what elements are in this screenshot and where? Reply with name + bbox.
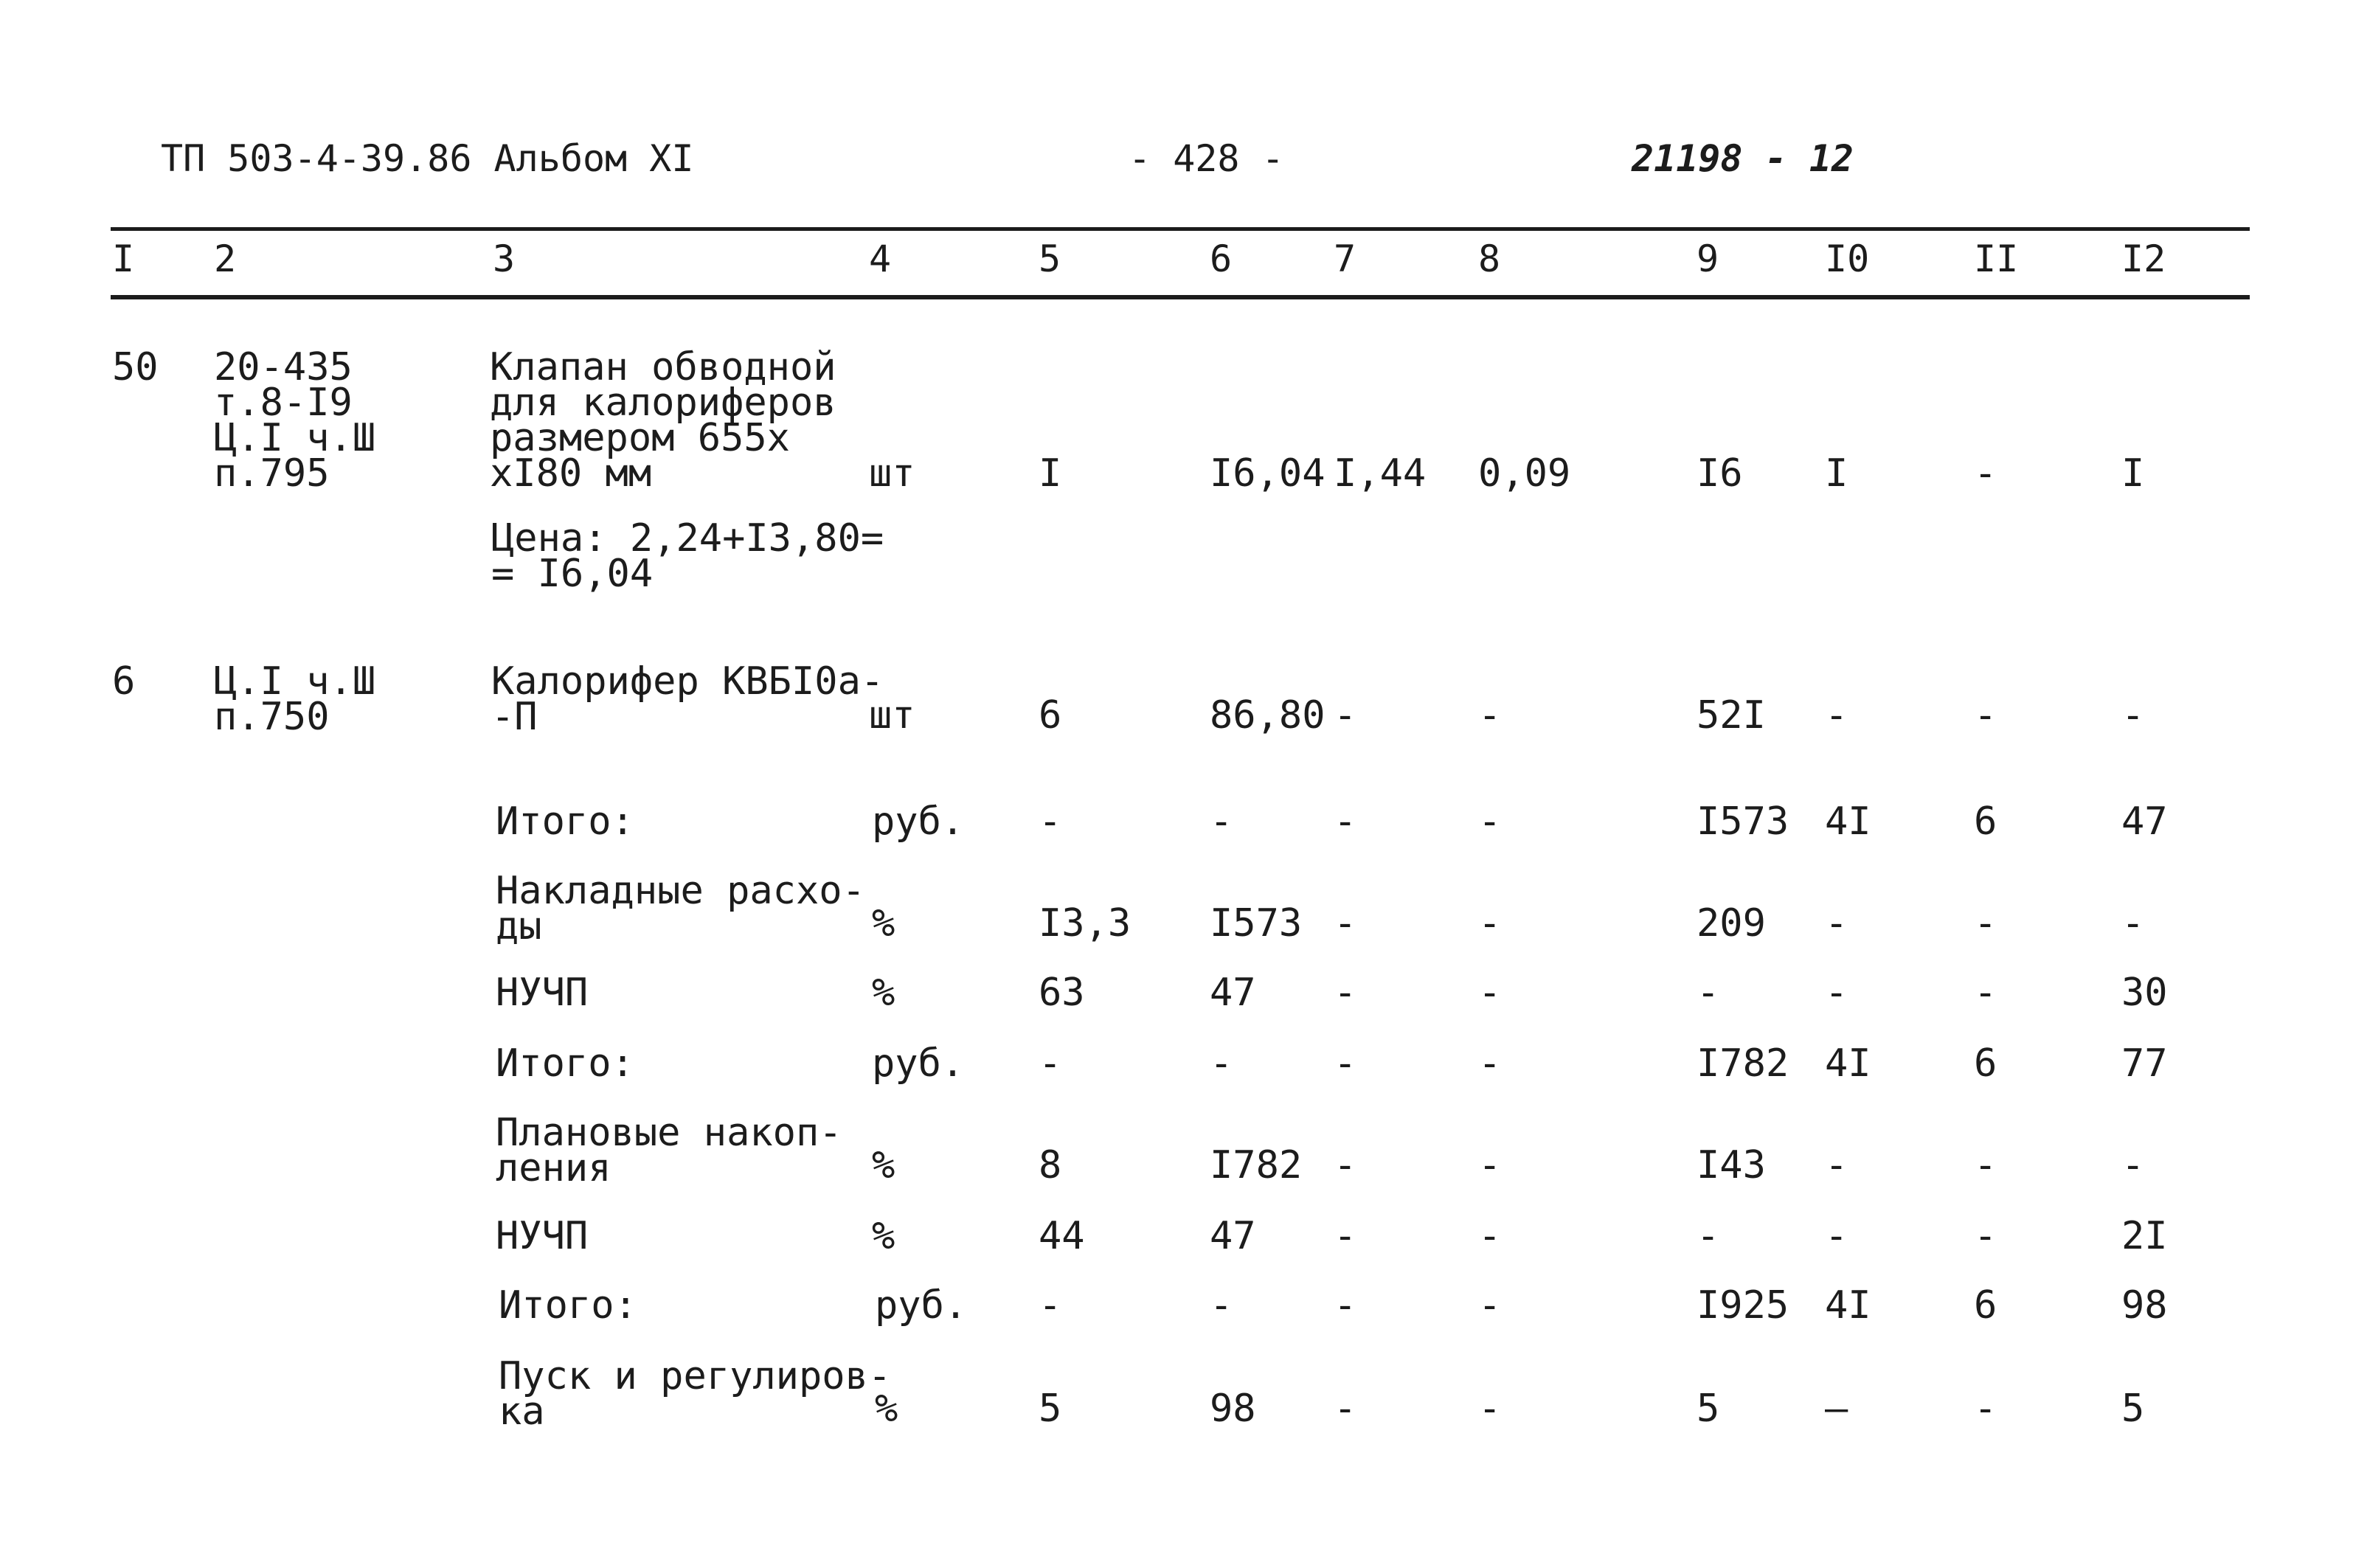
col9-value: 5 bbox=[1697, 1387, 1720, 1431]
col11-value: 6 bbox=[1974, 799, 1997, 844]
col5-value: 63 bbox=[1039, 971, 1085, 1015]
col12-value: 47 bbox=[2121, 799, 2168, 844]
unit: руб. bbox=[872, 1041, 965, 1086]
column-number: I2 bbox=[2121, 237, 2166, 280]
unit: % bbox=[872, 901, 895, 946]
col6-value: I6,04 bbox=[1210, 451, 1325, 496]
item-description: Клапан обводной для калориферов размером 655х хI80 мм bbox=[490, 345, 836, 496]
unit: шт bbox=[869, 451, 915, 496]
unit: руб. bbox=[875, 1283, 968, 1328]
table-header-rule bbox=[111, 295, 2250, 299]
col11-value: 6 bbox=[1974, 1041, 1997, 1086]
col10-value: 4I bbox=[1825, 1041, 1871, 1086]
col5-value: I3,3 bbox=[1039, 901, 1132, 946]
col8-value: - bbox=[1478, 1143, 1502, 1187]
price-note: Цена: 2,24+I3,80= = I6,04 bbox=[491, 516, 884, 596]
col7-value: - bbox=[1334, 971, 1357, 1015]
col9-value: I43 bbox=[1697, 1143, 1766, 1187]
col9-value: 209 bbox=[1697, 901, 1766, 946]
column-number: I bbox=[112, 237, 135, 280]
col9-value: I782 bbox=[1697, 1041, 1789, 1086]
col12-value: 77 bbox=[2121, 1041, 2168, 1086]
col12-value: 30 bbox=[2121, 971, 2168, 1015]
summary-label: Итого: bbox=[496, 799, 634, 844]
col5-value: - bbox=[1039, 799, 1062, 844]
col10-value: - bbox=[1825, 1214, 1848, 1258]
col10-value: — bbox=[1825, 1387, 1848, 1431]
col6-value: 86,80 bbox=[1210, 693, 1325, 738]
col8-value: - bbox=[1478, 1041, 1502, 1086]
col11-value: 6 bbox=[1974, 1283, 1997, 1328]
col6-value: - bbox=[1210, 1283, 1233, 1328]
col6-value: 47 bbox=[1210, 971, 1256, 1015]
summary-label: Итого: bbox=[499, 1283, 637, 1328]
col7-value: - bbox=[1334, 799, 1357, 844]
col11-value: - bbox=[1974, 1387, 1997, 1431]
col8-value: - bbox=[1478, 693, 1502, 738]
col6-value: I573 bbox=[1210, 901, 1303, 946]
col7-value: I,44 bbox=[1334, 451, 1427, 496]
col8-value: - bbox=[1478, 1214, 1502, 1258]
row-number: 50 bbox=[112, 345, 159, 389]
col9-value: I925 bbox=[1697, 1283, 1789, 1328]
table-top-rule bbox=[111, 227, 2250, 231]
item-description: Накладные расхо- ды bbox=[496, 869, 865, 948]
col9-value: - bbox=[1697, 971, 1720, 1015]
column-number: 5 bbox=[1039, 237, 1061, 280]
sheet-code: 21198 - 12 bbox=[1632, 137, 1854, 180]
col5-value: 6 bbox=[1039, 693, 1062, 738]
col11-value: - bbox=[1974, 693, 1997, 738]
col10-value: - bbox=[1825, 693, 1848, 738]
col9-value: - bbox=[1697, 1214, 1720, 1258]
unit: % bbox=[872, 1143, 895, 1187]
col8-value: - bbox=[1478, 1387, 1502, 1431]
col8-value: - bbox=[1478, 901, 1502, 946]
col5-value: 8 bbox=[1039, 1143, 1062, 1187]
col12-value: - bbox=[2121, 1143, 2145, 1187]
norm-reference: 20-435 т.8-I9 Ц.I ч.Ш п.795 bbox=[214, 345, 376, 496]
col12-value: - bbox=[2121, 693, 2145, 738]
col7-value: - bbox=[1334, 1214, 1357, 1258]
column-number: 9 bbox=[1697, 237, 1719, 280]
col7-value: - bbox=[1334, 1143, 1357, 1187]
unit: шт bbox=[869, 693, 915, 738]
col10-value: - bbox=[1825, 901, 1848, 946]
column-number: 7 bbox=[1334, 237, 1356, 280]
col6-value: I782 bbox=[1210, 1143, 1303, 1187]
col5-value: 5 bbox=[1039, 1387, 1062, 1431]
col12-value: 98 bbox=[2121, 1283, 2168, 1328]
col10-value: 4I bbox=[1825, 1283, 1871, 1328]
col5-value: - bbox=[1039, 1283, 1062, 1328]
col11-value: - bbox=[1974, 1143, 1997, 1187]
col12-value: I bbox=[2121, 451, 2145, 496]
col9-value: 52I bbox=[1697, 693, 1766, 738]
column-number: II bbox=[1974, 237, 2019, 280]
col12-value: - bbox=[2121, 901, 2145, 946]
col9-value: I6 bbox=[1697, 451, 1743, 496]
col8-value: 0,09 bbox=[1478, 451, 1571, 496]
column-number: 4 bbox=[869, 237, 892, 280]
col6-value: - bbox=[1210, 799, 1233, 844]
item-description: Плановые накоп- ления bbox=[496, 1111, 842, 1190]
item-description: НУЧП bbox=[496, 1214, 589, 1258]
unit: % bbox=[875, 1387, 898, 1431]
col8-value: - bbox=[1478, 1283, 1502, 1328]
col7-value: - bbox=[1334, 901, 1357, 946]
col6-value: 47 bbox=[1210, 1214, 1256, 1258]
col7-value: - bbox=[1334, 1041, 1357, 1086]
column-number: 8 bbox=[1478, 237, 1501, 280]
col5-value: 44 bbox=[1039, 1214, 1085, 1258]
summary-label: Итого: bbox=[496, 1041, 634, 1086]
col5-value: - bbox=[1039, 1041, 1062, 1086]
col11-value: - bbox=[1974, 971, 1997, 1015]
col11-value: - bbox=[1974, 1214, 1997, 1258]
col9-value: I573 bbox=[1697, 799, 1789, 844]
col11-value: - bbox=[1974, 901, 1997, 946]
col6-value: 98 bbox=[1210, 1387, 1256, 1431]
column-number: 2 bbox=[214, 237, 237, 280]
col11-value: - bbox=[1974, 451, 1997, 496]
item-description: Калорифер КВБI0а- -П bbox=[491, 659, 884, 739]
column-number: 6 bbox=[1210, 237, 1233, 280]
col10-value: - bbox=[1825, 971, 1848, 1015]
unit: % bbox=[872, 971, 895, 1015]
col7-value: - bbox=[1334, 1283, 1357, 1328]
col12-value: 5 bbox=[2121, 1387, 2145, 1431]
col7-value: - bbox=[1334, 1387, 1357, 1431]
item-description: НУЧП bbox=[496, 971, 589, 1015]
item-description: Пуск и регулиров- ка bbox=[499, 1354, 892, 1434]
document-reference: ТП 503-4-39.86 Альбом XI bbox=[161, 137, 694, 180]
col7-value: - bbox=[1334, 693, 1357, 738]
unit: руб. bbox=[872, 799, 965, 844]
norm-reference: Ц.I ч.Ш п.750 bbox=[214, 659, 376, 739]
page-number: - 428 - bbox=[1129, 137, 1284, 180]
col6-value: - bbox=[1210, 1041, 1233, 1086]
col12-value: 2I bbox=[2121, 1214, 2168, 1258]
col10-value: - bbox=[1825, 1143, 1848, 1187]
column-number: I0 bbox=[1825, 237, 1870, 280]
col10-value: 4I bbox=[1825, 799, 1871, 844]
col10-value: I bbox=[1825, 451, 1848, 496]
row-number: 6 bbox=[112, 659, 136, 704]
col8-value: - bbox=[1478, 799, 1502, 844]
col5-value: I bbox=[1039, 451, 1062, 496]
col8-value: - bbox=[1478, 971, 1502, 1015]
unit: % bbox=[872, 1214, 895, 1258]
column-number: 3 bbox=[493, 237, 516, 280]
